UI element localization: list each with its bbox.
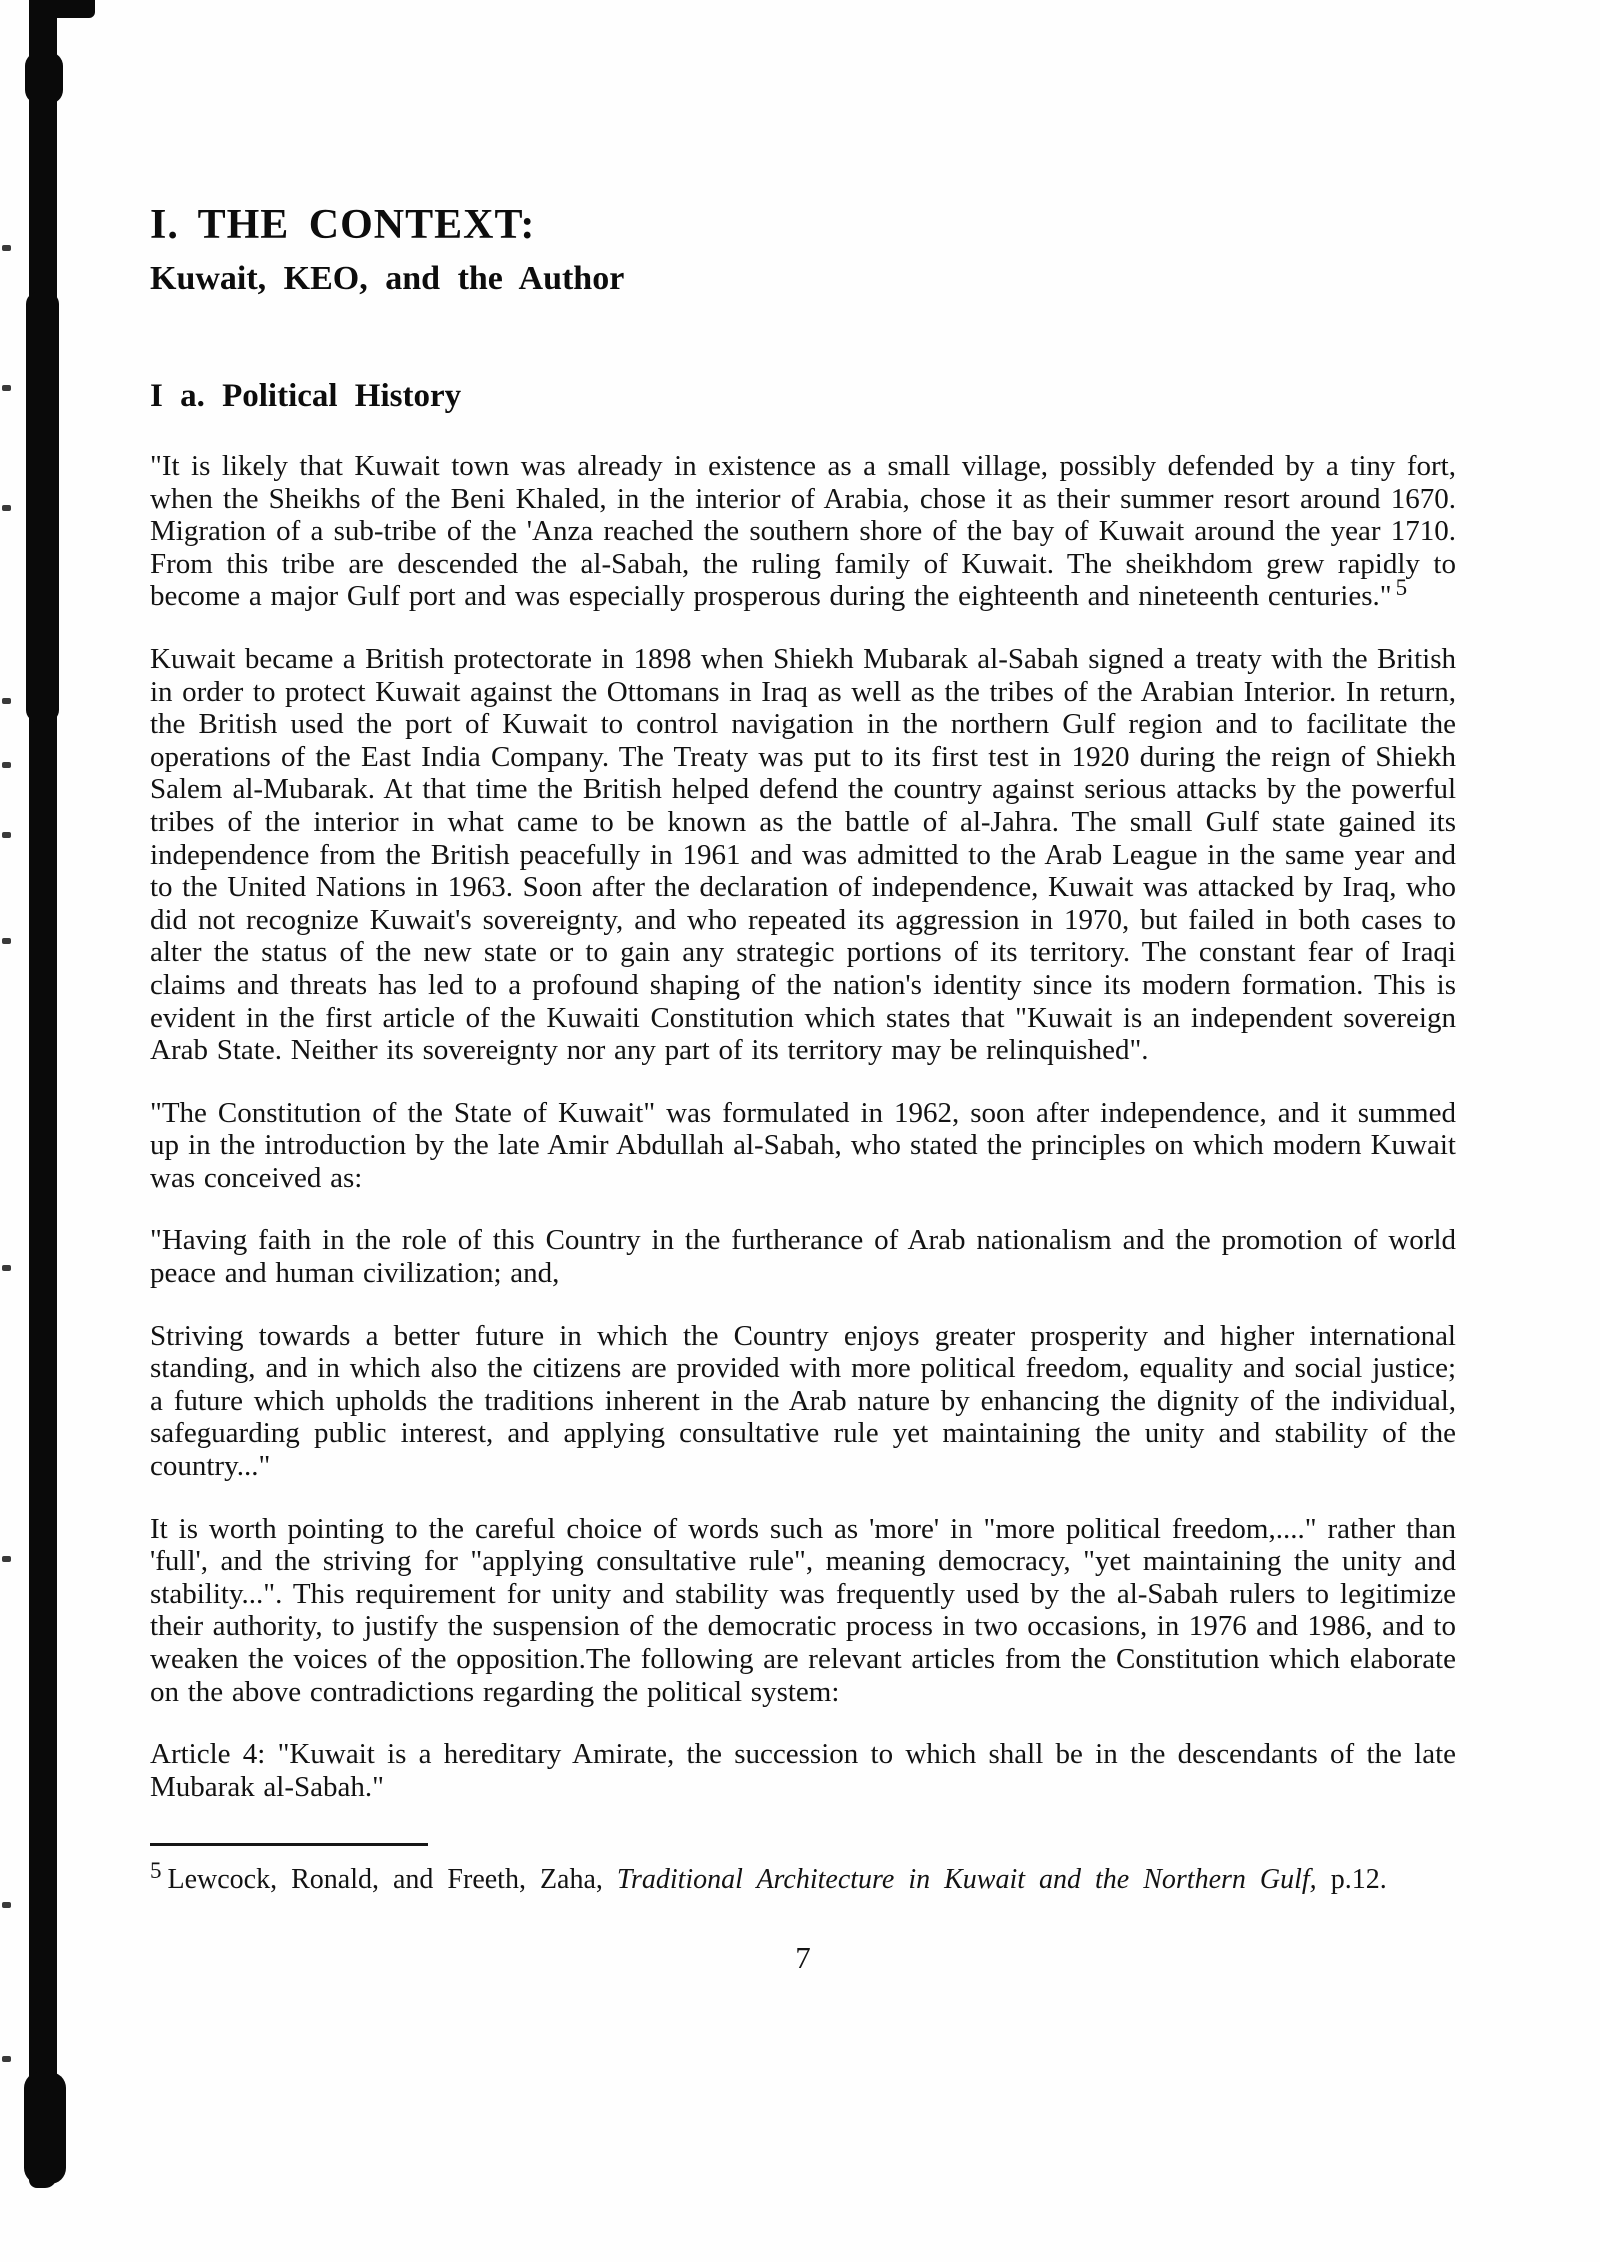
footnote-divider: [150, 1843, 428, 1846]
scan-artifact-speck: [2, 698, 11, 704]
footnote-authors: Lewcock, Ronald, and Freeth, Zaha,: [167, 1864, 603, 1896]
scan-artifact-speck: [2, 832, 11, 838]
paragraph-political-history-quote: [150, 450, 1456, 613]
page-subtitle: Kuwait, KEO, and the Author: [150, 260, 625, 297]
scan-artifact-bulge: [25, 52, 63, 104]
paragraph-having-faith-quote: "Having faith in the role of this Country in the furtherance of Arab nationalism and the promotion of world peace and human civilization; and,: [150, 1224, 1456, 1290]
scan-artifact-speck: [2, 245, 11, 251]
footnote-page-ref: p.12.: [1330, 1864, 1387, 1896]
paragraph-word-choice-analysis: It is worth pointing to the careful choice of words such as 'more' in "more political freedom,...." rather than 'full', and the striving for "applying consultative rule", meaning democracy, "yet maintaining the unity and stability...". This requirement for unity and stability was frequently used by the al-Sabah rulers to legitimize their authority, to justify the suspension of the democratic process in two occasions, in 1976 and 1986, and to weaken the voices of the opposition.The following are relevant articles from the Constitution which elaborate on the above contradictions regarding the political system:: [150, 1512, 1456, 1708]
paragraph-protectorate-history: Kuwait became a British protectorate in 1898 when Shiekh Mubarak al-Sabah signed a treaty with the British in order to protect Kuwait against the Ottomans in Iraq as well as the tribes of the Arabian Interior. In return, the British used the port of Kuwait to control navigation in the northern Gulf region and to facilitate the operations of the East India Company. The Treaty was put to its first test in 1920 during the reign of Shiekh Salem al-Mubarak. At that time the British helped defend the country against serious attacks by the powerful tribes of the interior in what came to be known as the battle of al-Jahra. The small Gulf state gained its independence from the British peacefully in 1961 and was admitted to the Arab League in the same year and to the United Nations in 1963. Soon after the declaration of independence, Kuwait was attacked by Iraq, who did not recognize Kuwait's sovereignty, and who repeated its aggression in 1970, but failed in both cases to alter the status of the new state or to gain any strategic portions of its territory. The constant fear of Iraqi claims and threats has led to a profound shaping of the nation's identity since its modern formation. This is evident in the first article of the Kuwaiti Constitution which states that "Kuwait is an independent sovereign Arab State. Neither its sovereignty nor any part of its territory may be relinquished".: [150, 642, 1456, 1067]
section-heading: I a. Political History: [150, 378, 462, 414]
footnote: [150, 1860, 1456, 1900]
scan-artifact-speck: [2, 385, 11, 391]
scan-artifact-speck: [2, 1556, 11, 1562]
scan-artifact-top-nub: [29, 0, 95, 18]
scan-artifact-speck: [2, 505, 11, 511]
scan-artifact-bulge: [26, 292, 59, 722]
footnote-reference: 5: [1395, 574, 1408, 600]
scan-artifact-speck: [2, 762, 11, 768]
footnote-work-title: Traditional Architecture in Kuwait and the Northern Gulf,: [616, 1864, 1317, 1896]
scan-artifact-speck: [2, 938, 11, 944]
page-number: 7: [795, 1940, 811, 1976]
page-title: I. THE CONTEXT:: [150, 202, 536, 248]
scan-artifact-speck: [2, 1902, 11, 1908]
scan-artifact-bulge: [24, 2072, 66, 2184]
scan-artifact-speck: [2, 1265, 11, 1271]
scan-artifact-speck: [2, 2056, 11, 2062]
paragraph-article-4: Article 4: "Kuwait is a hereditary Amirate, the succession to which shall be in the descendants of the late Mubarak al-Sabah.": [150, 1738, 1456, 1803]
paragraph-constitution-intro: "The Constitution of the State of Kuwait" was formulated in 1962, soon after independence, and it summed up in the introduction by the late Amir Abdullah al-Sabah, who stated the principles on which modern Kuwait was conceived as:: [150, 1096, 1456, 1194]
paragraph-text: "It is likely that Kuwait town was already in existence as a small village, possibly defended by a tiny fort, when the Sheikhs of the Beni Khaled, in the interior of Arabia, chose it as their summer resort around 1670. Migration of a sub-tribe of the 'Anza reached the southern shore of the bay of Kuwait around the year 1710. From this tribe are descended the al-Sabah, the ruling family of Kuwait. The sheikhdom grew rapidly to become a major Gulf port and was especially prosperous during the eighteenth and nineteenth centuries.": [150, 450, 1456, 613]
footnote-marker: 5: [150, 1858, 162, 1884]
paragraph-striving-quote: Striving towards a better future in which the Country enjoys greater prosperity and higher international standing, and in which also the citizens are provided with more political freedom, equality and social justice; a future which upholds the traditions inherent in the Arab nature by enhancing the dignity of the individual, safeguarding public interest, and applying consultative rule yet maintaining the unity and stability of the country...": [150, 1319, 1456, 1483]
document-content: [150, 0, 1456, 1976]
